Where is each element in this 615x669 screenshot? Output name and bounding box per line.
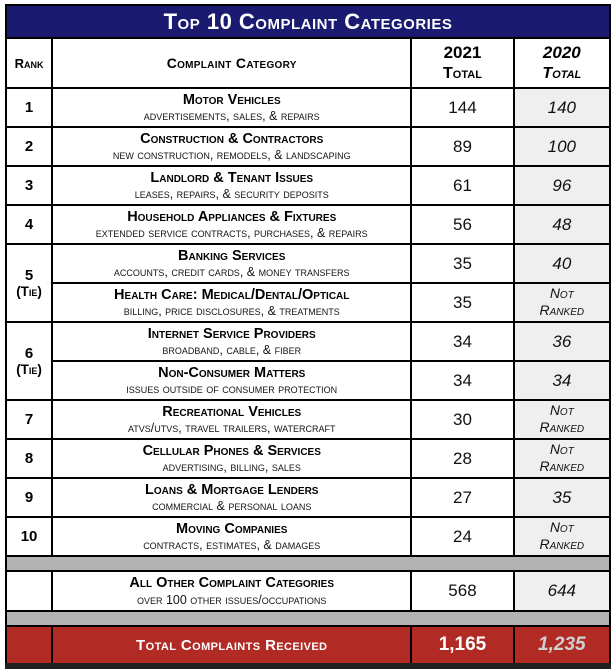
grand-total-2020: 1,235 bbox=[514, 626, 610, 666]
table-row bbox=[6, 205, 610, 244]
total-2020-cell bbox=[514, 517, 610, 556]
table-row bbox=[6, 517, 610, 556]
category-description: new construction, remodels, & landscaping bbox=[112, 148, 351, 163]
category-name: Landlord & Tenant Issues bbox=[150, 169, 314, 186]
category-name: Motor Vehicles bbox=[182, 91, 281, 108]
category-description: broadband, cable, & fiber bbox=[162, 343, 302, 358]
grand-total-2021: 1,165 bbox=[411, 626, 513, 666]
category-name: Moving Companies bbox=[176, 520, 288, 537]
table-row bbox=[6, 322, 610, 361]
rank-number: 8 bbox=[24, 449, 34, 467]
table-row bbox=[6, 88, 610, 127]
total-2020-cell bbox=[514, 283, 610, 322]
year-2021-label: 2021 bbox=[443, 43, 482, 63]
total-2020-cell bbox=[514, 439, 610, 478]
category-description: over 100 other issues/occupations bbox=[137, 592, 327, 607]
total-2021-cell: 35 bbox=[411, 244, 513, 283]
rank-number: 10 bbox=[20, 527, 38, 545]
category-description: issues outside of consumer protection bbox=[126, 382, 338, 397]
rank-number: 5 bbox=[24, 266, 34, 284]
rank-number: 7 bbox=[24, 410, 34, 428]
rank-cell bbox=[6, 88, 52, 127]
category-name: Cellular Phones & Services bbox=[142, 442, 321, 459]
column-header-2020-total bbox=[514, 38, 610, 88]
grand-total-row bbox=[6, 626, 610, 666]
category-cell bbox=[52, 478, 411, 517]
rank-number: 4 bbox=[24, 215, 34, 233]
rank-number: 1 bbox=[24, 98, 34, 116]
total-2021-cell: 89 bbox=[411, 127, 513, 166]
header-row bbox=[6, 38, 610, 88]
all-other-row bbox=[6, 571, 610, 611]
category-cell bbox=[52, 283, 411, 322]
category-name: Recreational Vehicles bbox=[162, 403, 302, 420]
spacer-band bbox=[6, 556, 610, 571]
category-name: Loans & Mortgage Lenders bbox=[144, 481, 319, 498]
total-2021-cell: 24 bbox=[411, 517, 513, 556]
table-row bbox=[6, 283, 610, 322]
total-2020-cell: 34 bbox=[514, 361, 610, 400]
table-row bbox=[6, 400, 610, 439]
category-cell bbox=[52, 244, 411, 283]
total-2021-cell: 34 bbox=[411, 361, 513, 400]
category-description: billing, price disclosures, & treatments bbox=[123, 304, 340, 319]
rank-cell bbox=[6, 400, 52, 439]
rank-cell bbox=[6, 478, 52, 517]
year-2020-label: 2020 bbox=[542, 43, 581, 63]
category-description: accounts, credit cards, & money transfers bbox=[113, 265, 350, 280]
total-2021-cell: 28 bbox=[411, 439, 513, 478]
column-header-rank: Rank bbox=[6, 38, 52, 88]
category-description: leases, repairs, & security deposits bbox=[134, 187, 329, 202]
rank-cell-tie bbox=[6, 322, 52, 400]
not-ranked-label: Not Ranked bbox=[539, 519, 585, 552]
tie-label: (Tie) bbox=[16, 361, 42, 377]
category-cell bbox=[52, 439, 411, 478]
page-title: Top 10 Complaint Categories bbox=[6, 5, 610, 38]
table-row bbox=[6, 127, 610, 166]
total-2021-sublabel: Total bbox=[443, 64, 482, 82]
rank-cell-tie bbox=[6, 244, 52, 322]
title-bar bbox=[6, 5, 610, 38]
total-2020-cell: 96 bbox=[514, 166, 610, 205]
total-2020-cell: 40 bbox=[514, 244, 610, 283]
table-row bbox=[6, 361, 610, 400]
category-name: Non-Consumer Matters bbox=[158, 364, 306, 381]
rank-cell bbox=[6, 166, 52, 205]
category-description: commercial & personal loans bbox=[152, 499, 312, 514]
spacer-band bbox=[6, 611, 610, 626]
total-2020-cell: 100 bbox=[514, 127, 610, 166]
total-2020-cell: 35 bbox=[514, 478, 610, 517]
tie-label: (Tie) bbox=[16, 283, 42, 299]
column-header-category: Complaint Category bbox=[52, 38, 411, 88]
rank-cell-empty bbox=[6, 571, 52, 611]
total-2020-cell: 36 bbox=[514, 322, 610, 361]
rank-cell bbox=[6, 517, 52, 556]
category-name: Internet Service Providers bbox=[147, 325, 316, 342]
total-2020-sublabel: Total bbox=[542, 64, 582, 82]
table-row bbox=[6, 166, 610, 205]
total-2020-cell bbox=[514, 400, 610, 439]
not-ranked-label: Not Ranked bbox=[539, 402, 585, 435]
category-description: atvs/utvs, travel trailers, watercraft bbox=[127, 421, 336, 436]
category-cell bbox=[52, 361, 411, 400]
category-cell bbox=[52, 166, 411, 205]
category-cell bbox=[52, 517, 411, 556]
category-name: Banking Services bbox=[178, 247, 286, 264]
total-2021-cell: 34 bbox=[411, 322, 513, 361]
total-2021-cell: 27 bbox=[411, 478, 513, 517]
category-name: Household Appliances & Fixtures bbox=[127, 208, 337, 225]
rank-cell bbox=[6, 205, 52, 244]
rank-number: 3 bbox=[24, 176, 34, 194]
category-description: advertising, billing, sales bbox=[162, 460, 301, 475]
table-row bbox=[6, 478, 610, 517]
complaints-table bbox=[5, 4, 611, 669]
category-description: extended service contracts, purchases, & repairs bbox=[95, 226, 368, 241]
category-description: contracts, estimates, & damages bbox=[143, 538, 321, 553]
total-2021-cell: 56 bbox=[411, 205, 513, 244]
category-cell bbox=[52, 127, 411, 166]
not-ranked-label: Not Ranked bbox=[539, 285, 585, 318]
rank-number: 2 bbox=[24, 137, 34, 155]
category-cell bbox=[52, 322, 411, 361]
category-description: advertisements, sales, & repairs bbox=[143, 109, 320, 124]
total-2020-cell: 48 bbox=[514, 205, 610, 244]
category-name: All Other Complaint Categories bbox=[129, 575, 335, 592]
category-name: Construction & Contractors bbox=[140, 130, 324, 147]
total-2020-cell: 644 bbox=[514, 571, 610, 611]
category-cell bbox=[52, 571, 411, 611]
total-rank-cell-empty bbox=[6, 626, 52, 666]
rank-cell bbox=[6, 127, 52, 166]
rank-cell bbox=[6, 439, 52, 478]
category-cell bbox=[52, 205, 411, 244]
table-row bbox=[6, 439, 610, 478]
total-2020-cell: 140 bbox=[514, 88, 610, 127]
total-2021-cell: 568 bbox=[411, 571, 513, 611]
rank-number: 6 bbox=[24, 344, 34, 362]
category-name: Health Care: Medical/Dental/Optical bbox=[114, 286, 350, 303]
total-2021-cell: 30 bbox=[411, 400, 513, 439]
category-cell bbox=[52, 400, 411, 439]
category-cell bbox=[52, 88, 411, 127]
total-2021-cell: 144 bbox=[411, 88, 513, 127]
column-header-2021-total bbox=[411, 38, 513, 88]
grand-total-label: Total Complaints Received bbox=[52, 626, 411, 666]
rank-number: 9 bbox=[24, 488, 34, 506]
total-2021-cell: 61 bbox=[411, 166, 513, 205]
total-2021-cell: 35 bbox=[411, 283, 513, 322]
table-row bbox=[6, 244, 610, 283]
not-ranked-label: Not Ranked bbox=[539, 441, 585, 474]
